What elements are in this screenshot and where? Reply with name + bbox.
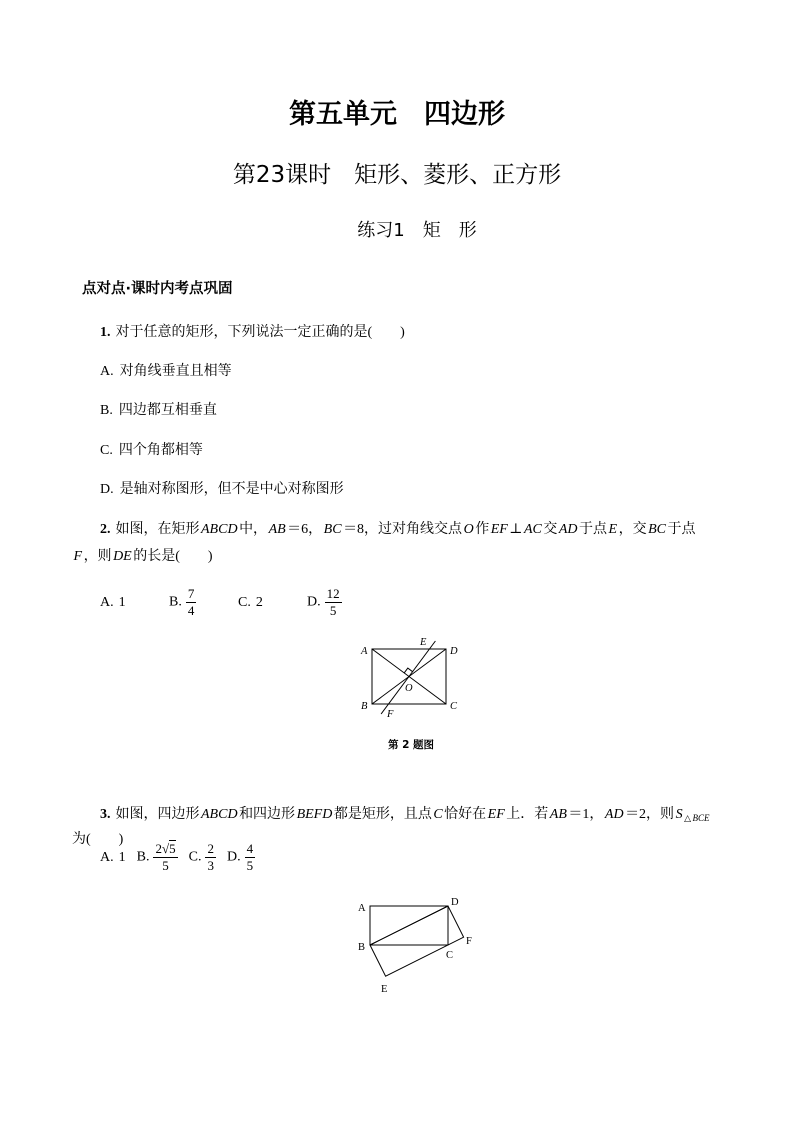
fraction-numerator: 7 [187,586,195,601]
option-c [189,842,216,873]
option-a [100,849,126,867]
point-label-f: F [387,709,394,720]
option-b [137,842,178,873]
option-letter: C. [100,443,113,458]
option-value: 2 [255,594,263,610]
text-run: 如图，四边形 [115,807,200,822]
fraction-denominator: 4 [187,603,195,618]
option-d [307,587,342,618]
question-2-stem-line-2 [72,548,213,566]
unit-title: 第五单元 四边形 [289,99,505,130]
question-text: 对于任意的矩形，下列说法一定正确的是( ) [115,325,405,340]
practice-title: 练习1 矩 形 [357,220,477,241]
question-2-options [100,587,342,618]
option-letter: D. [307,594,321,610]
text-run: 于点 [667,522,696,537]
option-letter: B. [100,403,113,418]
math-variable: AD [558,522,578,537]
subscript-text: △ [684,813,691,823]
point-label-a: A [358,903,366,914]
text-run: ，交 [618,522,647,537]
math-variable: F [73,549,83,564]
point-label-f: F [466,936,472,947]
text-run: ⊥ [509,522,523,537]
option-text: 四边都互相垂直 [118,403,217,418]
math-variable: C [433,807,443,822]
math-variable: E [608,522,618,537]
lesson-title: 第23课时 矩形、菱形、正方形 [232,162,562,188]
fraction-numerator [153,842,177,857]
fraction [245,842,256,873]
math-variable: EF [490,522,508,537]
text-run: ，则 [83,549,112,564]
point-label-d: D [451,897,459,908]
point-label-o: O [405,683,413,694]
text-run: ＝1， [568,807,604,822]
option-letter: A. [100,594,114,610]
option-b [169,587,238,618]
point-label-e: E [381,984,388,995]
question-text [116,522,696,537]
option-letter: D. [100,482,114,497]
math-variable: BEFD [296,807,333,822]
question-3-stem-line-1 [100,806,711,827]
option-text: 是轴对称图形，但不是中心对称图形 [119,482,344,497]
question-1-option-b [100,402,217,420]
fraction-numerator: 4 [246,841,254,856]
text-run: ＝2，则 [625,807,675,822]
question-3-figure [350,893,480,998]
option-c [238,594,307,612]
question-2-figure [350,628,470,723]
question-number: 1. [100,325,111,340]
option-letter: D. [226,849,241,865]
figure-2-caption: 第 2 题图 [387,739,435,751]
question-number: 2. [100,522,111,537]
text-run: ＝6， [287,522,323,537]
math-variable: BC [323,522,342,537]
math-variable: DE [113,549,132,564]
fraction [205,842,216,873]
text-run: 中， [239,522,268,537]
option-a [100,594,169,612]
option-d [227,842,255,873]
text-run: 交 [543,522,558,537]
point-label-d: D [450,646,458,657]
fraction-denominator: 5 [325,602,342,618]
text-run: 的长是( ) [133,549,213,564]
text-run: 如图，在矩形 [115,522,200,537]
question-2-stem-line-1 [100,521,695,539]
fraction-denominator: 5 [153,857,177,873]
text-run: 和四边形 [239,807,296,822]
point-label-b: B [358,942,366,953]
option-letter: C. [188,849,202,865]
option-letter: B. [169,594,182,610]
point-label-c: C [446,950,454,961]
question-1-option-a [100,363,232,381]
option-text: 对角线垂直且相等 [119,364,232,379]
text-run: 为( ) [72,832,124,847]
math-variable: S [675,807,683,822]
text-run: √ [161,841,170,856]
section-title: 点对点·课时内考点巩固 [82,281,233,297]
question-number: 3. [100,807,111,822]
point-label-a: A [361,646,368,657]
text-run: ＝8，过对角线交点 [343,522,463,537]
option-letter: A. [100,849,114,865]
text-run: 于点 [579,522,608,537]
fraction [325,587,342,618]
text-run: 都是矩形，且点 [333,807,432,822]
math-variable: ABCD [201,522,238,537]
point-label-e: E [420,637,427,648]
option-letter: A. [100,364,114,379]
math-variable: ABCD [201,807,238,822]
fraction-denominator: 3 [207,858,214,873]
question-1-option-c [100,442,203,460]
option-value: 1 [118,594,126,610]
text-run: 作 [475,522,490,537]
option-value: 1 [118,849,126,865]
question-1-option-d [100,481,344,499]
right-angle-mark [404,668,412,673]
question-text [72,549,213,564]
fraction-numerator: 12 [326,586,340,601]
text-run: 5 [169,841,176,856]
fraction-numerator: 2 [207,841,214,856]
segment-ef [381,641,435,714]
math-variable: BC [648,522,666,537]
math-variable: AB [268,522,286,537]
subscript-text: BCE [692,813,710,823]
option-letter: B. [136,849,150,865]
fraction [186,587,197,618]
text-run: 2 [155,841,162,856]
math-variable: AD [604,807,624,822]
math-variable: EF [487,807,505,822]
text-run: 恰好在 [444,807,487,822]
fraction-denominator: 5 [246,858,254,873]
math-variable: O [463,522,474,537]
option-text: 四个角都相等 [118,443,203,458]
point-label-c: C [450,701,458,712]
fraction [153,842,177,873]
math-variable: AC [523,522,542,537]
math-variable: AB [549,807,567,822]
question-text [116,807,711,822]
text-run: 上．若 [506,807,549,822]
rectangle-befd [370,906,464,976]
question-3-options [100,842,255,873]
option-letter: C. [238,594,251,610]
point-label-b: B [361,701,368,712]
question-1-stem [100,324,405,342]
